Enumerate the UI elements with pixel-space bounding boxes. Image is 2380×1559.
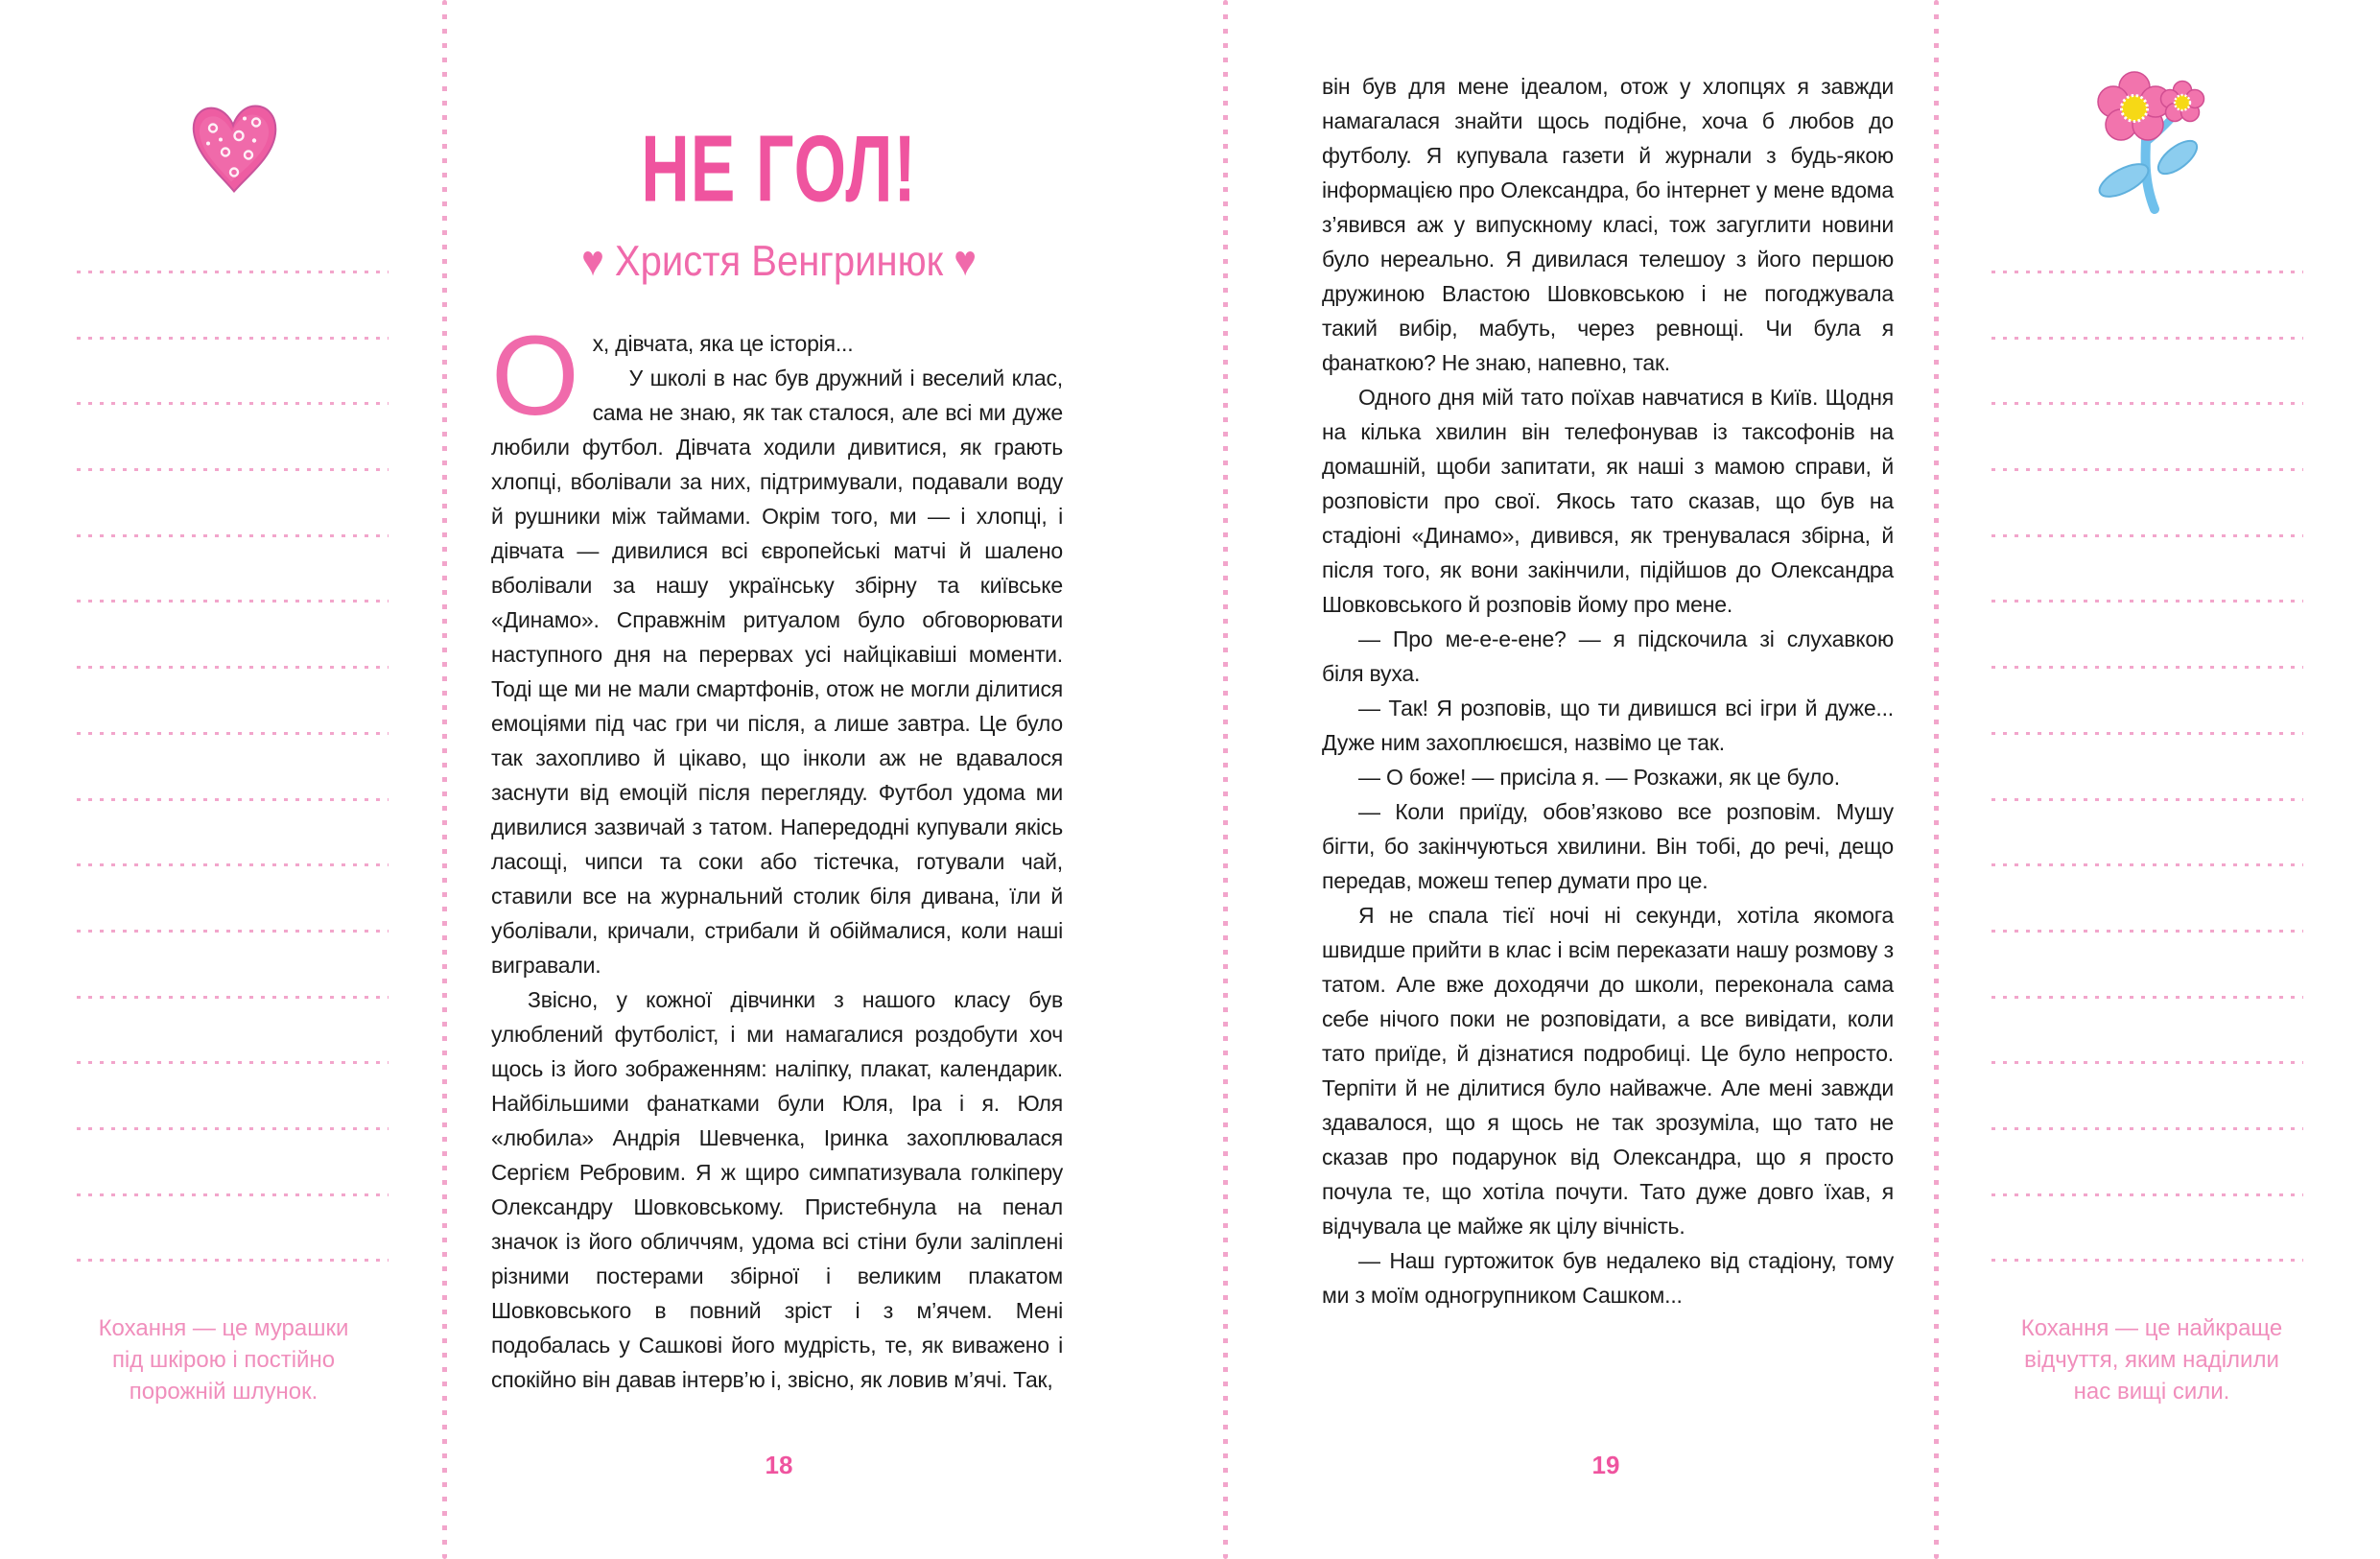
note-line bbox=[77, 863, 389, 866]
story-title: НЕ ГОЛ! bbox=[641, 116, 917, 222]
page-number-19: 19 bbox=[1591, 1451, 1620, 1479]
quote-line: нас вищі сили. bbox=[2073, 1379, 2230, 1405]
big-flower bbox=[2098, 72, 2171, 140]
note-line bbox=[77, 402, 389, 405]
paragraph-text: — Так! Я розповів, що ти дивишся всі ігри й дуже... Дуже ним захоплюєшся, назвімо це так. bbox=[1322, 696, 1894, 755]
note-line bbox=[1991, 271, 2303, 273]
heart-illustration-icon bbox=[189, 96, 280, 197]
note-line bbox=[77, 666, 389, 669]
quote-line: Кохання — це мурашки bbox=[98, 1315, 349, 1341]
note-line bbox=[1991, 468, 2303, 471]
paragraph-text: — Про ме-е-е-ене? — я підскочила зі слухавкою біля вуха. bbox=[1322, 626, 1894, 686]
note-line bbox=[77, 1061, 389, 1064]
paragraph-text: У школі в нас був дружний і веселий клас, сама не знаю, як так сталося, але всі ми дуже любили футбол. Дівчата ходили дивитися, як грають хлопці, вболівали за них, підтримували, подавали воду й рушники між таймами. Окрім того, ми — і хлопці, і дівчата — дивилися всі європейські матчі й шалено вболівали за нашу українську збірну та київське «Динамо». Справжнім ритуалом було обговорювати наступного дня на перервах усі найцікавіші моменти. Тоді ще ми не мали смартфонів, отож не могли ділитися емоціями під час гри чи після, а лише завтра. Це було так захопливо й цікаво, що інколи аж не вдавалося заснути від емоцій після перегляду. Футбол удома ми дивилися зазвичай з татом. Напередодні купували якісь ласощі, чипси та соки або тістечка, готували чай, ставили все на журнальний столик біля дивана, їли й уболівали, кричали, стрибали й обіймалися, коли наші вигравали. bbox=[491, 366, 1063, 978]
page-number-18: 18 bbox=[765, 1451, 793, 1479]
note-line bbox=[1991, 666, 2303, 669]
quote-line: порожній шлунок. bbox=[129, 1379, 318, 1405]
note-line bbox=[1991, 996, 2303, 999]
page-19-text-column bbox=[1322, 69, 1894, 1312]
note-line bbox=[1991, 1193, 2303, 1196]
right-margin-quote bbox=[1989, 1312, 2315, 1407]
opening-line: х, дівчата, яка це історія... bbox=[592, 331, 854, 356]
paragraph-text: він був для мене ідеалом, отож у хлопцях я завжди намагалася знайти щось подібне, хоча б любов до футболу. Я купувала газети й журнали з будь-якою інформацією про Олександра, бо інтернет у мене вдома з’явився аж у випускному класі, тож загуглити новини було нереально. Я дивилася телешоу з його першою дружиною Властою Шовковською і не погоджувала такий вибір, мабуть, через ревнощі. Чи була я фанаткою? Не знаю, напевно, так. bbox=[1322, 74, 1894, 375]
flower-illustration-icon bbox=[2089, 63, 2209, 226]
quote-line: відчуття, яким наділили bbox=[2024, 1347, 2279, 1373]
note-line bbox=[77, 600, 389, 602]
note-line bbox=[1991, 1061, 2303, 1064]
paragraph-opening bbox=[491, 313, 1063, 982]
small-flower bbox=[2161, 82, 2204, 122]
story-author: ♥ Христя Венгринюк ♥ bbox=[581, 238, 977, 286]
paragraph-text: Я не спала тієї ночі ні секунди, хотіла якомога швидше прийти в клас і всім переказати нашу розмову з татом. Але вже доходячи до школи, переконала сама себе нічого поки не розповідати, а все вивідати, коли тато приїде, й дізнатися подробиці. Це було непросто. Терпіти й не ділитися було найважче. Але мені завжди здавалося, що я щось не так зрозуміла, що тато не сказав про подарунок від Олександра, що я просто почула те, що хотіла почути. Тато дуже довго їхав, я відчувала це майже як цілу вічність. bbox=[1322, 903, 1894, 1239]
drop-cap: О bbox=[491, 313, 579, 439]
note-line bbox=[77, 1259, 389, 1262]
note-line bbox=[1991, 732, 2303, 735]
paragraph-text: — Наш гуртожиток був недалеко від стадіону, тому ми з моїм одногрупником Сашком... bbox=[1322, 1248, 1894, 1308]
paragraph-text: Звісно, у кожної дівчинки з нашого класу був улюблений футболіст, і ми намагалися роздобути хоч щось із його зображенням: наліпку, плакат, календарик. Найбільшими фанатками були Юля, Іра і я. Юля «любила» Андрія Шевченка, Іринка захоплювалася Сергієм Ребровим. Я ж щиро симпатизувала голкіперу Олександру Шовковському. Пристебнула на пенал значок із його обличчям, удома всі стіни були заліплені різними постерами збірної і великим плакатом Шовковського в повний зріст і з м’ячем. Мені подобалась у Сашкові його мудрість, те, як виважено і спокійно він давав інтерв’ю і, звісно, як ловив м’ячі. Так, bbox=[491, 987, 1063, 1392]
note-line bbox=[77, 930, 389, 933]
left-dotted-separator bbox=[442, 0, 447, 1559]
right-dotted-separator bbox=[1934, 0, 1939, 1559]
note-line bbox=[77, 996, 389, 999]
note-line bbox=[77, 732, 389, 735]
note-line bbox=[77, 798, 389, 801]
note-line bbox=[1991, 600, 2303, 602]
note-line bbox=[77, 1193, 389, 1196]
left-margin-quote bbox=[60, 1312, 387, 1407]
note-line bbox=[77, 468, 389, 471]
right-margin-note-lines bbox=[1991, 271, 2303, 1325]
note-line bbox=[1991, 402, 2303, 405]
paragraph-text: — Коли приїду, обов’язково все розповім. Мушу бігти, бо закінчуються хвилини. Він тобі, до речі, дещо передав, можеш тепер думати про це. bbox=[1322, 799, 1894, 893]
paragraph-text: — О боже! — присіла я. — Розкажи, як це було. bbox=[1358, 765, 1840, 790]
note-line bbox=[1991, 337, 2303, 340]
note-line bbox=[77, 337, 389, 340]
note-line bbox=[1991, 1259, 2303, 1262]
quote-line: під шкірою і постійно bbox=[111, 1347, 336, 1373]
page-18-text-column bbox=[491, 313, 1063, 1397]
note-line bbox=[77, 271, 389, 273]
note-line bbox=[1991, 798, 2303, 801]
note-line bbox=[77, 1127, 389, 1130]
note-line bbox=[1991, 534, 2303, 537]
note-line bbox=[1991, 863, 2303, 866]
center-dotted-separator bbox=[1223, 0, 1228, 1559]
note-line bbox=[1991, 1127, 2303, 1130]
paragraph-text: Одного дня мій тато поїхав навчатися в Київ. Щодня на кілька хвилин він телефонував із таксофонів на домашній, щоби запитати, як наші з мамою справи, й розповісти про свої. Якось тато сказав, що був на стадіоні «Динамо», дивився, як тренувалася збірна, й після того, як вони закінчили, підійшов до Олександра Шовковського й розповів йому про мене. bbox=[1322, 385, 1894, 617]
note-line bbox=[1991, 930, 2303, 933]
left-margin-note-lines bbox=[77, 271, 389, 1325]
note-line bbox=[77, 534, 389, 537]
quote-line: Кохання — це найкраще bbox=[2020, 1315, 2283, 1341]
